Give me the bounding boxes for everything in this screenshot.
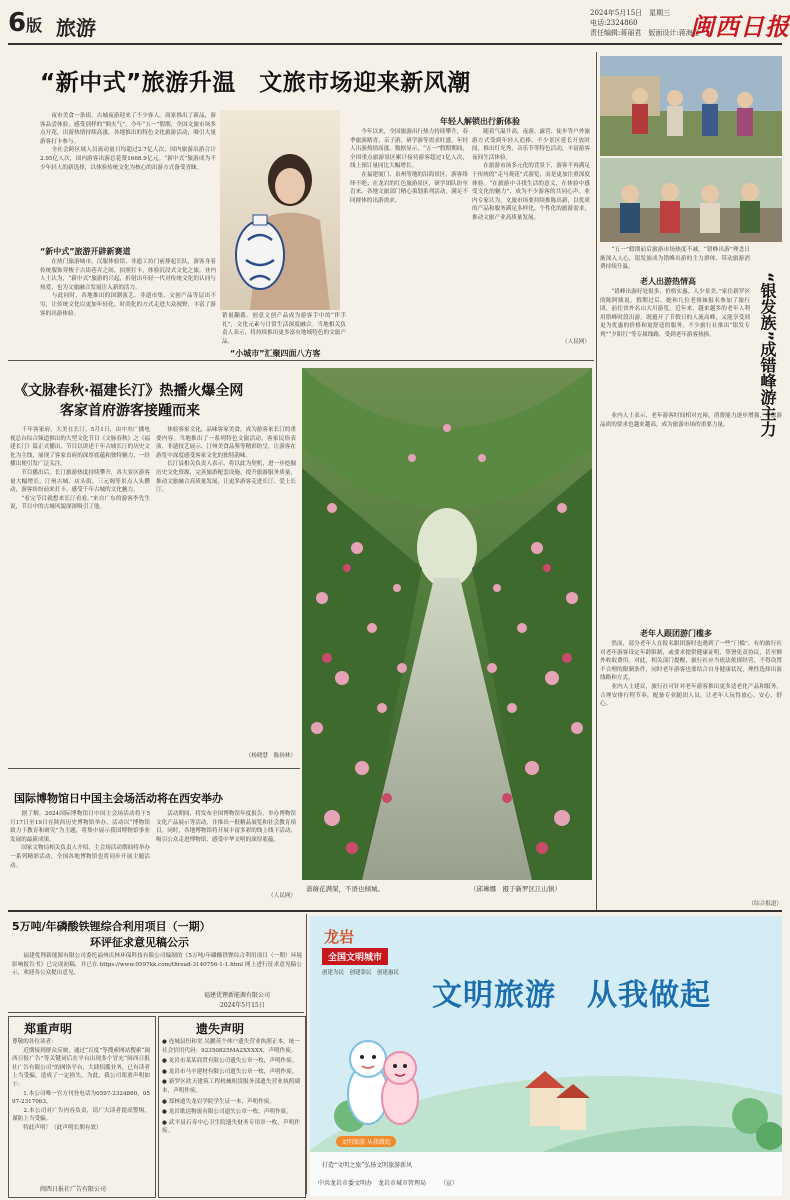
page-number: 6版	[8, 8, 43, 38]
lead-col1: 夜市美食一条街，古城夜游迎来了不少客人。商家推出了新品，游客品尝体验，感受别样的“烟火气”。今年“五一”假期，全国文旅市场多点开花，出游热情持续高涨，各地推出的特色文化旅游活动，吸引大量游客打卡参与。 全社会跨区域人员流动量日均超过2.7亿人次，国内旅游出游合计2.95亿人次，国内游客出游总花费1668.9亿元。“新中式”旅游成为不少年轻人的新选择，以体验传统文化为核心的出游方式备受青睐。	[40, 113, 216, 171]
lost-item: ● 连城县恒和堂.吴鹏英个体户遗失营业执照正本，统一社会信用代码：92350825MA2XXXXX，声明作废。	[162, 1039, 300, 1054]
feature2-col2: 体验客家文化，品味客家美食，成为游客来长汀的重要内容。当地推出了一系列特色文旅活动，客家民俗表演、非遗技艺展示、汀州美食品鉴等精彩纷呈，让游客在游览中深度感受客家文化的独特韵味。 长汀县相关负责人表示，将以此为契机，进一步挖掘历史文化资源，完善旅游配套设施，提升旅游服务质量，推动文旅融合高质量发展，让更多游客走进长汀、爱上长汀。	[156, 427, 296, 494]
silver-photo-top-image	[600, 56, 782, 156]
ad-footer-tag: （宣）	[440, 1180, 459, 1187]
masthead	[0, 0, 790, 44]
lead-col2-subhead: “小城市”汇聚四面八方客	[230, 349, 321, 358]
silver-credit: （综合报道）	[748, 901, 782, 907]
silver-photo-bottom	[600, 158, 782, 242]
notice-signer: 福建优锂新能源有限公司	[204, 992, 271, 999]
lead-col2: 销量翻番。创意文创产品成为游客手中的“伴手礼”，文化元素与日常生活深度融合。当地相关负责人表示，将持续推出更多富有地域特色的文旅产品。	[222, 313, 346, 345]
lost-item: ● 龙岩市某某商贸有限公司遗失公章一枚，声明作废。	[162, 1058, 298, 1065]
issue-date: 2024年5月15日 星期三	[590, 9, 671, 17]
rose-path-image	[302, 368, 592, 880]
expo-col2: 活动期间，将发布全国博物馆年度报告，举办博物馆文化产品展示等活动，并推出一批精品展览和社会教育项目。同时，各地博物馆将开展丰富多彩的线上线下活动，吸引公众走进博物馆，感受中华文明的深厚底蕴。	[156, 811, 296, 843]
civilization-ad	[310, 916, 782, 1196]
feature2-col1: 千年客家府，大美在长汀。5月1日，由中央广播电视总台综合频道推出的大型文化节目《文脉春秋》之《福建长汀》篇正式播出，节目以讲述千年古城长汀的历史文化为主线，展现了客家首府的深厚底蕴和独特魅力，一经播出便引发广泛关注。 节目播出后，长汀旅游热度持续攀升，各大景区游客量大幅增长，汀州古城、店头街、三元阁等景点人头攒动，游客纷纷前来打卡，感受千年古城的文化魅力。 “看完节目就想来长汀看看。”来自广东的游客李先生说，节目中的古城风貌深深吸引了他。	[10, 427, 150, 511]
divider-bottom-vert	[306, 914, 307, 1194]
lead-col4-credit: （人民网）	[562, 339, 590, 345]
ad-headline: 文明旅游 从我做起	[432, 978, 711, 1013]
lead-photo	[220, 110, 340, 310]
silver-body-3: 然而，部分老年人在报名跟团游时也遇到了一些“门槛”。有的旅行社对老年游客设定年龄限制，或要求提供健康证明、签署免责协议，甚至额外收取费用。对此，相关部门提醒，旅行社应当依法依规经营，不得设置不合理的限制条件，同时老年游客也要结合自身健康状况，理性选择出游线路和方式。 业内人士建议，旅行社可针对老年游客推出更多适老化产品和服务，合理安排行程节奏，配备专业随团人员，让老年人玩得放心、安心、舒心。	[600, 641, 782, 708]
silver-photo-bottom-image	[600, 158, 782, 242]
silver-subhead-2: 老年人跟团游门槛多	[640, 629, 712, 638]
ad-banner-mid: 打造“文明之旅”弘扬文明旅游新风	[322, 1162, 413, 1169]
divider-bottom-top	[8, 910, 782, 912]
lost-item: ● 武平县石寿中心卫生院遗失财务专用章一枚，声明作废。	[162, 1119, 300, 1135]
silver-body-1: “错峰出游好处很多，价格实惠、人少景美。”家住新罗区的陈阿姨说。假期过后，她和几位老姐妹报名参加了旅行团，前往省外名山大川游览。近年来，越来越多的老年人利用错峰时段出游，既避开了节假日的人流高峰，又能享受到更为优惠的价格和更舒适的服务。不少旅行社推出“银发专列”“夕阳红”等专属线路，受到老年游客热捧。	[600, 289, 750, 338]
silver-subhead-1: 老人出游热情高	[640, 277, 696, 286]
feature2-credit: （杨晓慧 陈扬林）	[245, 753, 296, 759]
lost-title: 遗失声明	[196, 1022, 245, 1036]
silver-intro: “五一”假期前后旅游市场热度不减，“错峰出游”理念日渐深入人心，银发族成为错峰出游的主力群体，带动旅游消费持续升温。	[600, 247, 750, 271]
expo-credit: （人民网）	[268, 893, 296, 899]
newspaper-logo: 闽西日报	[690, 12, 790, 41]
silver-photo-top	[600, 56, 782, 156]
lead-col4: 随着气温升高，夜游、露营、徒步等户外旅游方式受到年轻人追捧。不少景区延长开放时间，推出灯光秀、音乐节等特色活动，丰富游客夜间生活体验。 在旅游市场多元化的背景下，游客不再满足于传统的“走马观花”式游览，而是更加注重深度体验。“在旅游中寻找生活的意义，在体验中感受文化的魅力”，成为不少游客的共同心声。业内专家认为，文旅市场要持续推陈出新，以优质的产品和服务满足多样化、个性化的旅游需求，推动文旅产业高质量发展。	[472, 129, 590, 221]
expo-title: 国际博物馆日中国主会场活动将在西安举办	[14, 792, 223, 805]
lost-item: ● 新罗区欣天建筑工程机械租赁服务部遗失营业执照副本，声明作废。	[162, 1079, 300, 1094]
phone: 电话:2324860	[590, 19, 638, 27]
photo-caption-right: （邱琳娜 摄于新罗区江山镇）	[470, 885, 561, 893]
statement-body: 尊敬的各位读者： 近期接到群众反映，通过“百度”等搜索网站搜索“闽西日报广告”等关键词后在平台出现多个冒充“闽西日报社广告有限公司”的网络平台，大肆招揽业务，已有读者上当受骗，造成了一定损失。为此，我公司郑重声明如下： 1.本公司唯一官方刊登电话为0597-2324860，0597-2317063。 2.本公司对广告内容负责，请广大读者提高警惕，谨防上当受骗。 特此声明！（此声明长期有效）	[12, 1039, 150, 1131]
lead-photo-image	[220, 110, 340, 310]
ad-brand: 龙岩	[324, 928, 355, 946]
divider-lead	[8, 360, 594, 361]
rose-path-photo	[302, 368, 592, 880]
divider-notice	[8, 1012, 304, 1013]
ad-footer: 中共龙岩市委文明办 龙岩市城市管理局	[318, 1180, 427, 1187]
divider-right-col	[596, 52, 597, 912]
lead-col3: 今年以来，全国旅游出行热力持续攀升，春季旅游踏青、亲子游、研学游等需求旺盛，年轻人出游热情高涨。数据显示，“五一”假期期间，全国重点旅游景区累计接待游客超过1亿人次，线上预订量同比大幅增长。 在福建厦门、泉州等地的沿海景区，游客络绎不绝；在龙岩的红色旅游景区，研学团队纷至沓来。各地文旅部门精心策划系列活动，满足不同群体的出游需求。	[350, 129, 468, 204]
section-name: 旅游	[56, 16, 96, 40]
notice-title: 5万吨/年磷酸铁锂综合利用项目（一期）	[12, 920, 211, 933]
ad-mascots	[338, 1024, 428, 1134]
lost-item: ● 龙岩市马辛建材有限公司遗失公章一枚，声明作废。	[162, 1068, 298, 1075]
notice-subtitle: 环评征求意见稿公示	[90, 936, 189, 949]
ad-banner-left: 文明旅游 从我做起	[336, 1136, 396, 1147]
masthead-rule	[8, 43, 782, 45]
editors: 责任编辑:蒋丽君 版面设计:蒋海金	[590, 29, 700, 37]
photo-caption-left: 蔷薇花满架，不语也倾城。	[306, 885, 384, 893]
feature2-title: 《文脉春秋·福建长汀》热播火爆全网	[14, 383, 244, 399]
expo-col1: 据了解，2024国际博物馆日中国主会场活动将于5月17日至19日在陕西历史博物馆举办，活动以“博物馆致力于教育和研究”为主题，将集中展示我国博物馆事业发展的最新成果。 国家文物局相关负责人介绍，主会场活动期间将举办一系列精彩活动，全国各地博物馆也将同步开展主题活动。	[10, 811, 150, 869]
statement-signer: 闽西日报社广告有限公司	[40, 1186, 107, 1193]
notice-body: 福建优锂新能源有限公司委托福州庆林环保科技有限公司编制的《5万吨/年磷酸铁锂综合利用项目（一期）环境影响报告书》已完成初稿，并已在 https://www.0597kk.com/thread-3140756-1-1.html 网上进行征求意见稿公示，欢迎各公众提出意见。	[12, 953, 302, 977]
lead-col3-subhead: 年轻人解锁出行新体验	[440, 117, 520, 126]
silver-body-2: 业内人士表示，老年游客时间相对充裕，消费能力逐步增强，对旅游品质的要求也越来越高，成为旅游市场的重要力量。	[600, 413, 782, 428]
lost-item: ● 郑林遗失龙岩学院学生证一本，声明作废。	[162, 1098, 275, 1105]
ad-slogans: 创建为民 创建靠民 创建惠民	[322, 970, 400, 976]
lost-items	[162, 1038, 300, 1194]
lost-item: ● 龙岩歌达物流有限公司遗失公章一枚，声明作废。	[162, 1109, 292, 1116]
feature2-subtitle: 客家首府游客接踵而来	[60, 403, 200, 419]
silver-vertical-title: “银发族”成错峰游主力	[758, 272, 777, 438]
lead-col1b: 在热门旅游城市，汉服体验馆、非遗工坊门前排起长队，游客身着传统服饰穿梭于古街巷弄之间，拍照打卡，体验沉浸式文化之旅。业内人士认为，“新中式”旅游的兴起，折射出年轻一代对传统文化的认同与热爱，也为文旅融合发展注入新的活力。 与此同时，各地推出的国潮演艺、非遗市集、文创产品等层出不穷，让传统文化以更加年轻化、时尚化的方式走进大众视野，丰富了游客的出游体验。	[40, 259, 216, 317]
ad-badge: 全国文明城市	[322, 948, 388, 965]
lead-title: “新中式”旅游升温 文旅市场迎来新风潮	[40, 70, 471, 96]
divider-feature2	[8, 768, 300, 769]
statement-title: 郑重声明	[24, 1022, 73, 1036]
notice-date: 2024年5月15日	[220, 1002, 265, 1009]
lead-col1-subhead: “新中式”旅游开辟新赛道	[40, 247, 131, 256]
